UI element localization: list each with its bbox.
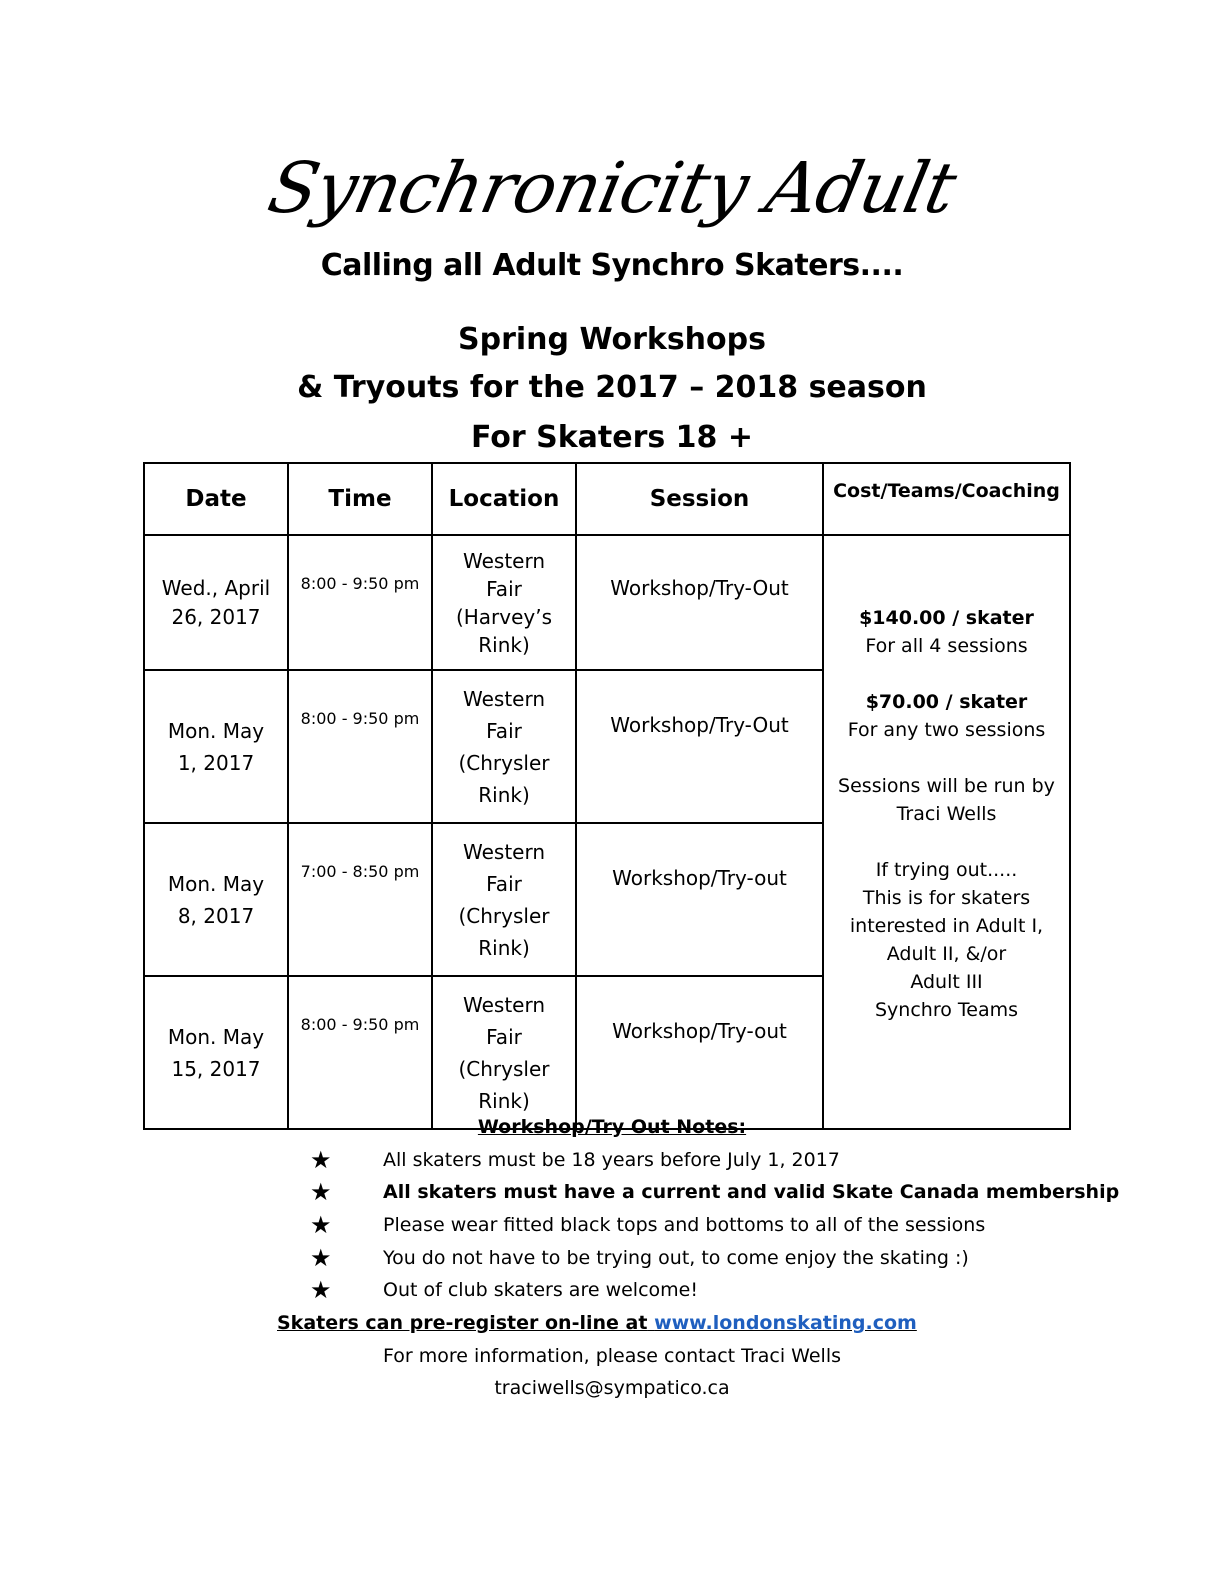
header-date: Date [144,463,288,535]
date-cell [144,976,288,1129]
note-text: Out of club skaters are welcome! [383,1279,698,1301]
tryout-line: This is for skaters [862,887,1031,909]
location-line: Rink) [478,632,530,657]
table-row [144,535,1070,670]
location-line: (Chrysler [458,750,550,775]
header-cost: Cost/Teams/Coaching [823,463,1070,535]
date-cell [144,823,288,976]
price-two-sessions: $70.00 / skater [865,691,1028,713]
session-cell: Workshop/Try-Out [576,535,823,670]
register-line [277,1308,917,1338]
schedule-table [143,462,1071,1130]
note-text: You do not have to be trying out, to come enjoy the skating :) [383,1247,969,1269]
location-line: Rink) [478,1088,530,1113]
date-line: 26, 2017 [171,604,261,629]
star-icon: ★ [310,1146,332,1174]
date-line: Mon. May [167,1024,265,1049]
star-icon: ★ [310,1276,332,1304]
location-cell [432,976,576,1129]
tryout-line: Synchro Teams [874,999,1018,1021]
location-line: (Chrysler [458,1056,550,1081]
date-line: 1, 2017 [177,750,255,775]
date-line: 15, 2017 [171,1056,261,1081]
tryout-line: If trying out..... [875,859,1018,881]
location-line: Rink) [478,782,530,807]
calling-heading: Calling all Adult Synchro Skaters.... [320,248,904,283]
notes-title: Workshop/Try Out Notes: [477,1116,747,1138]
age-requirement-heading: For Skaters 18 + [470,420,754,455]
location-line: Western [462,992,546,1017]
header-time: Time [288,463,432,535]
location-line: Fair [486,871,522,896]
session-cell: Workshop/Try-out [576,976,823,1129]
location-line: Fair [486,1024,522,1049]
session-cell: Workshop/Try-Out [576,670,823,823]
price-all-sessions: $140.00 / skater [859,607,1034,629]
time-cell: 8:00 - 9:50 pm [288,976,432,1129]
star-icon: ★ [310,1178,332,1206]
register-link[interactable]: www.londonskating.com [654,1312,917,1334]
coach-line: Sessions will be run by [838,775,1055,797]
star-icon: ★ [310,1211,332,1239]
location-line: Rink) [478,935,530,960]
note-text: Please wear fitted black tops and bottoms to all of the sessions [383,1214,986,1236]
location-line: Fair [486,576,522,601]
date-line: Mon. May [167,718,265,743]
price-two-note: For any two sessions [847,719,1046,741]
date-line: Wed., April [161,575,271,600]
tryout-line: Adult II, &/or [886,943,1007,965]
cost-cell [823,535,1070,1129]
date-cell [144,670,288,823]
session-cell: Workshop/Try-out [576,823,823,976]
location-line: (Chrysler [458,903,550,928]
contact-email[interactable]: traciwells@sympatico.ca [494,1377,730,1399]
location-line: Western [462,686,546,711]
time-cell: 8:00 - 9:50 pm [288,535,432,670]
register-text: Skaters can pre-register on-line at [277,1312,648,1334]
time-cell: 7:00 - 8:50 pm [288,823,432,976]
location-line: (Harvey’s [455,604,553,629]
location-line: Fair [486,718,522,743]
header-session: Session [576,463,823,535]
location-cell [432,535,576,670]
location-line: Western [462,839,546,864]
star-icon: ★ [310,1244,332,1272]
tryouts-season-heading: & Tryouts for the 2017 – 2018 season [297,370,927,405]
note-text: All skaters must have a current and valid Skate Canada membership [383,1181,1120,1203]
location-cell [432,670,576,823]
note-text: All skaters must be 18 years before July 1, 2017 [383,1149,840,1171]
coach-name: Traci Wells [896,803,997,825]
table-header-row [144,463,1070,535]
date-line: 8, 2017 [177,903,255,928]
tryout-line: interested in Adult I, [849,915,1044,937]
price-all-note: For all 4 sessions [865,635,1028,657]
tryout-line: Adult III [910,971,983,993]
header-location: Location [432,463,576,535]
date-line: Mon. May [167,871,265,896]
location-cell [432,823,576,976]
date-cell [144,535,288,670]
time-cell: 8:00 - 9:50 pm [288,670,432,823]
spring-workshops-heading: Spring Workshops [458,322,766,357]
contact-line: For more information, please contact Traci Wells [382,1345,841,1367]
location-line: Western [462,548,546,573]
script-title: Synchronicity Adult [261,147,963,229]
